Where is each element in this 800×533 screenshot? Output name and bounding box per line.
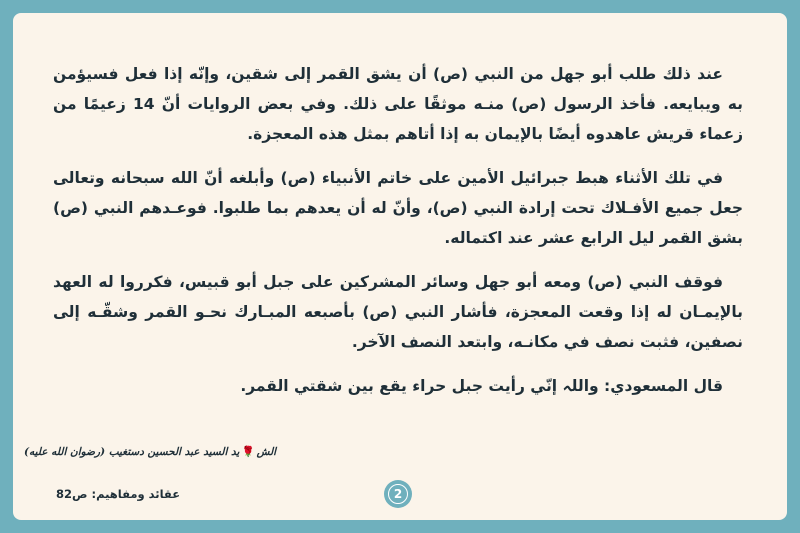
paragraph-2: في تلك الأثناء هبط جبرائيل الأمين على خاتم الأنبياء (ص) وأبلغه أنّ الله سبحانه وتعالى جعل جميع الأفـلاك تحت إرادة النبي (ص)، وأنّ له أن يعدهم بما طلبوا. فوعـدهم النبي (ص) بشق القمر ليل الرابع عشر عند اكتماله. <box>53 169 743 247</box>
document-body <box>53 59 743 401</box>
document-page <box>13 13 787 520</box>
page-number: 2 <box>388 484 408 504</box>
source-reference: عقائد ومفاهيم: ص82 <box>56 487 181 501</box>
paragraph-1: عند ذلك طلب أبو جهل من النبي (ص) أن يشق القمر إلى شقين، وإنّه إذا فعل فسيؤمن به ويبايعه. فأخذ الرسول (ص) منـه موثقًا على ذلك. وفي بعض الروايات أنّ 14 زعيمًا من زعماء قريش عاهدوه أيضًا بالإيمان به إذا أتاهم بمثل هذه المعجزة. <box>53 65 743 143</box>
rose-icon: 🌹 <box>241 446 255 458</box>
signature-name: يد السيد عبد الحسين دستغيب (رضوان الله عليه) <box>24 446 240 458</box>
author-signature <box>24 445 276 458</box>
paragraph-4: قال المسعودي: واللہ إنّي رأيت جبل حراء يقع بين شقتي القمر. <box>240 377 723 395</box>
paragraph-3: فوقف النبي (ص) ومعه أبو جهل وسائر المشركين على جبل أبو قبيس، فكرروا له العهد بالإيمـان له إذا وقعت المعجزة، فأشار النبي (ص) بأصبعه المبـارك نحـو القمر وشقّـه إلى نصفين، فثبت نصف في مكانـه، وابتعد النصف الآخر. <box>53 273 743 351</box>
signature-prefix: الش <box>256 446 277 458</box>
page-number-badge <box>384 480 412 508</box>
